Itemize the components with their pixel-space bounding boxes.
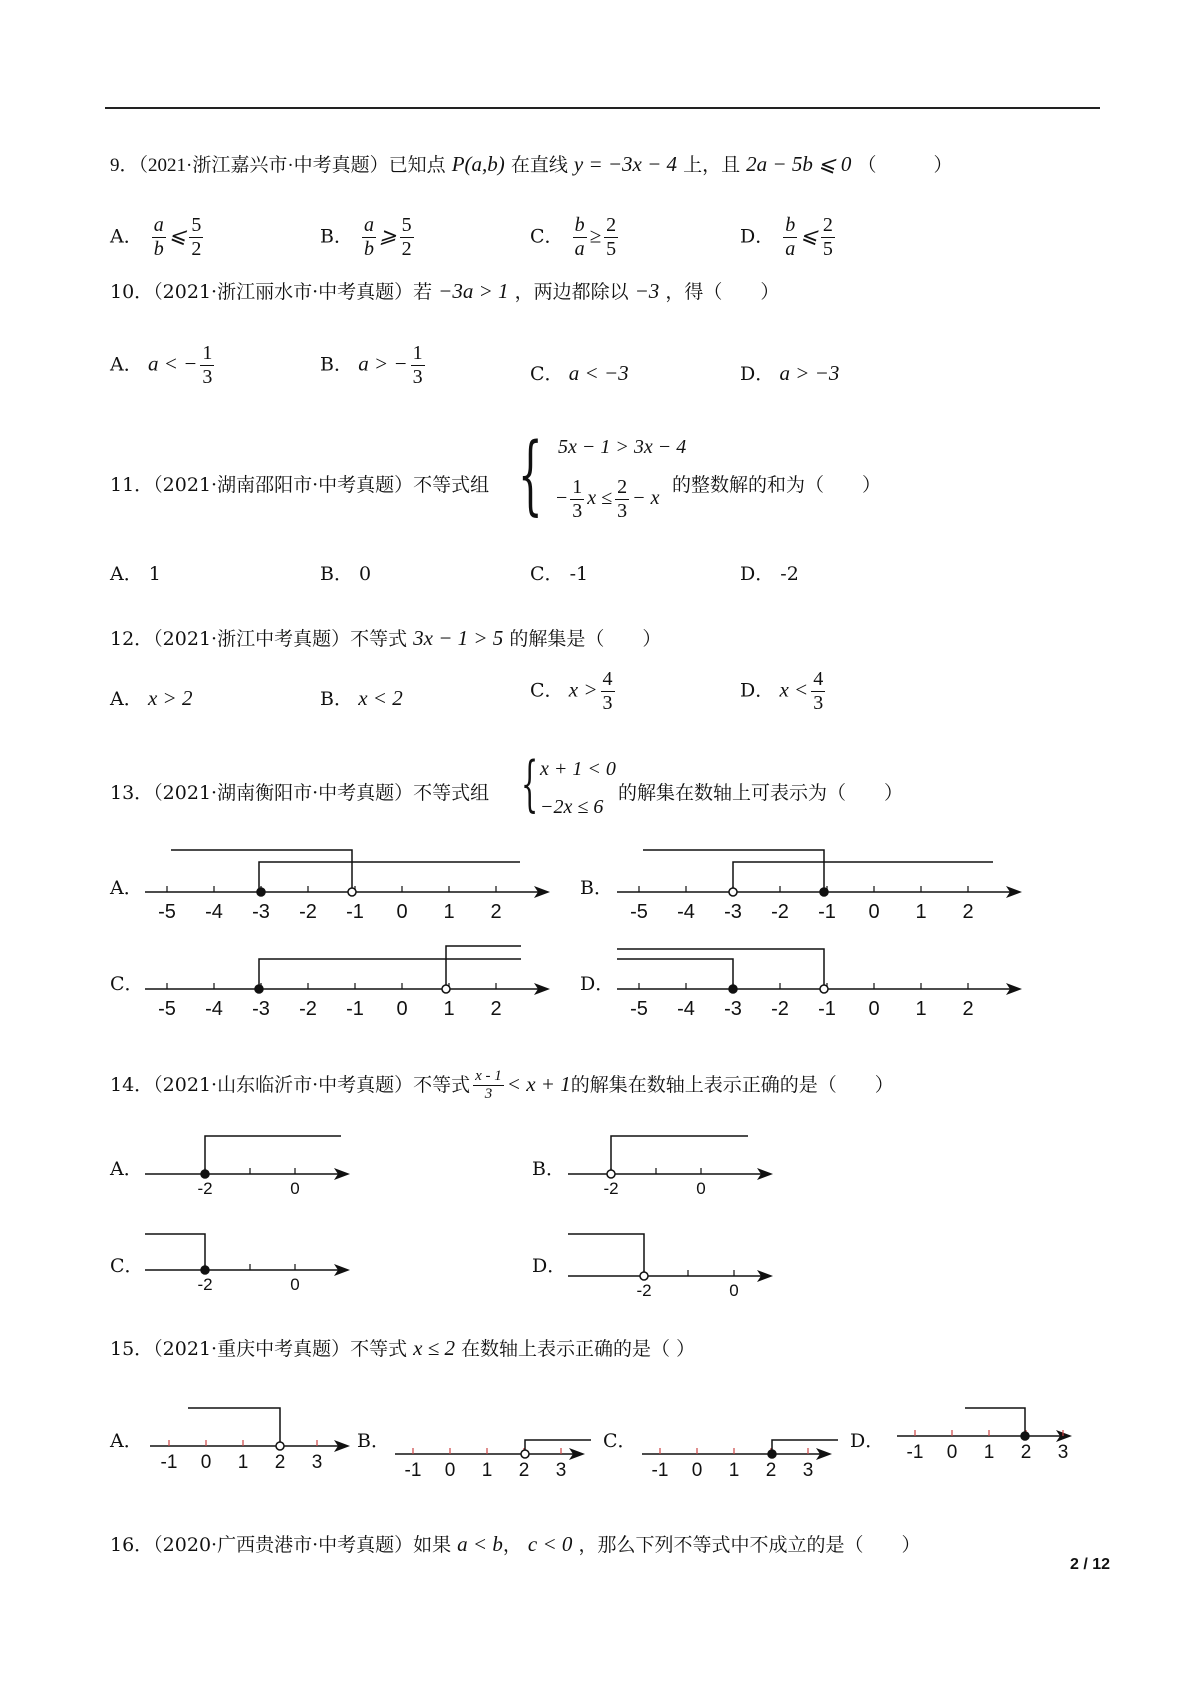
tick-label: -2 [299,998,317,1020]
tick-label: -1 [651,1460,669,1481]
option-d-label: D． [532,1255,567,1277]
tick-label: -2 [771,998,789,1020]
tick-label: -3 [252,901,270,923]
option-b: B． a > − $\frac{1}{3}$ [320,342,423,388]
tick-label: -2 [603,1179,619,1198]
option-d: D． $\frac{b}{a}$ ⩽ $\frac{2}{5}$ [740,214,833,260]
tick-label: -3 [724,901,742,923]
math-line: y = −3x − 4 [573,152,678,176]
tick-label: -5 [158,998,176,1020]
tick-label: 0 [396,901,408,923]
option-d-label: D． [850,1430,885,1452]
tick-label: -1 [818,901,836,923]
closed-dot [729,985,737,993]
tick-label: 0 [729,1281,739,1300]
option-d: D． a > −3 [740,361,840,385]
open-dot [521,1450,529,1458]
solution-ray [611,1136,748,1174]
option-b-label: B． [532,1158,565,1180]
solution-ray [617,949,824,989]
number-line-a [145,1132,355,1202]
option-c-label: C． [110,1255,144,1277]
tick-label: 2 [274,1452,286,1473]
open-dot [276,1442,284,1450]
tick-label: 1 [983,1442,995,1463]
tick-label: -2 [299,901,317,923]
solution-ray [568,1234,644,1276]
tick-label: 1 [481,1460,493,1481]
number-line-d [568,1230,778,1300]
open-dot [640,1272,648,1280]
option-a: A． 1 [110,563,161,585]
closed-dot [257,888,265,896]
number-line-b [617,846,997,936]
number-line-a [150,1404,370,1474]
option-a-label: A． [110,1158,143,1180]
tick-label: -5 [630,998,648,1020]
option-a: A． x > 2 [110,686,193,710]
solution-ray [145,1234,205,1270]
tick-label: -4 [677,998,695,1020]
open-dot [820,985,828,993]
tick-label: -1 [346,998,364,1020]
tick-label: 1 [728,1460,740,1481]
tick-label: 2 [490,998,502,1020]
option-a-label: A． [110,1430,143,1452]
number-line-a [145,846,525,936]
option-c: C． x > $\frac{4}{3}$ [530,668,613,714]
tick-label: -5 [158,901,176,923]
open-dot [442,985,450,993]
question-14: 14．（2021·山东临沂市·中考真题）不等式 $\frac{x - 1}{3}$ < x + 1的解集在数轴上表示正确的是（ ） [110,1068,894,1103]
tick-label: -4 [205,901,223,923]
tick-label: 3 [311,1452,323,1473]
option-d-label: D． [580,973,615,995]
tick-label: 1 [443,998,455,1020]
math-cond: 2a − 5b ⩽ 0 [746,152,852,176]
tick-label: -1 [346,901,364,923]
tick-label: -1 [906,1442,924,1463]
question-11: 11．（2021·湖南邵阳市·中考真题）不等式组 [110,474,490,496]
tick-label: 2 [962,901,974,923]
tick-label: 1 [443,901,455,923]
solution-ray [205,1136,341,1174]
tick-label: -3 [252,998,270,1020]
tick-label: 2 [490,901,502,923]
tick-label: 1 [915,998,927,1020]
question-stem: 9．（2021·浙江嘉兴市·中考真题）已知点 [110,155,446,176]
tick-label: -1 [404,1460,422,1481]
number-line-c [642,1410,862,1480]
tick-label: 2 [518,1460,530,1481]
tick-label: 0 [290,1275,300,1294]
tick-label: -4 [677,901,695,923]
option-a-label: A． [110,877,143,899]
tick-label: 0 [691,1460,703,1481]
option-a: A． $\frac{a}{b}$ ⩽ $\frac{5}{2}$ [110,214,202,260]
option-d: D． -2 [740,563,799,585]
tick-label: -2 [197,1275,213,1294]
option-d: D． x < $\frac{4}{3}$ [740,668,824,714]
tick-label: -5 [630,901,648,923]
number-line-d [617,942,997,1032]
closed-dot [255,985,263,993]
number-line-b [395,1410,615,1480]
option-c-label: C． [603,1430,637,1452]
question-10: 10．（2021·浙江丽水市·中考真题）若 −3a > 1 ，两边都除以 −3 ，得（ ） [110,279,780,303]
option-b: B． $\frac{a}{b}$ ⩾ $\frac{5}{2}$ [320,214,412,260]
question-15: 15．（2021·重庆中考真题）不等式 x ≤ 2 在数轴上表示正确的是（ ） [110,1336,696,1360]
tick-label: 0 [200,1452,212,1473]
tick-label: 3 [1057,1442,1069,1463]
solution-ray [772,1440,838,1454]
system-line-1: 5x − 1 > 3x − 4 [558,436,687,458]
closed-dot [768,1450,776,1458]
system-line-2: − $\frac{1}{3}$ x ≤ $\frac{2}{3}$ − x [556,476,660,522]
tick-label: 0 [290,1179,300,1198]
number-line-d [897,1404,1117,1474]
tick-label: -1 [818,998,836,1020]
open-dot [607,1170,615,1178]
number-line-c [145,1230,355,1300]
option-c: C． a < −3 [530,361,629,385]
tick-label: 0 [396,998,408,1020]
open-dot [729,888,737,896]
question-13: 13．（2021·湖南衡阳市·中考真题）不等式组 [110,782,490,804]
system-brace: { [518,425,543,525]
tick-label: -2 [636,1281,652,1300]
question-12: 12．（2021·浙江中考真题）不等式 3x − 1 > 5 的解集是（ ） [110,626,662,650]
page-number: 2 / 12 [1069,1556,1110,1573]
tick-label: 1 [915,901,927,923]
option-b: B． x < 2 [320,686,403,710]
tick-label: -2 [771,901,789,923]
tick-label: 3 [555,1460,567,1481]
closed-dot [201,1266,209,1274]
closed-dot [820,888,828,896]
tick-label: -1 [160,1452,178,1473]
solution-ray [617,959,733,989]
tick-label: 2 [765,1460,777,1481]
solution-ray [733,862,993,892]
tick-label: 2 [962,998,974,1020]
system-brace: { [521,749,539,819]
option-b-label: B． [580,877,613,899]
tick-label: 0 [696,1179,706,1198]
tick-label: 1 [237,1452,249,1473]
closed-dot [201,1170,209,1178]
tick-label: 0 [868,901,880,923]
solution-ray [525,1440,591,1454]
tick-label: -3 [724,998,742,1020]
tick-label: 3 [802,1460,814,1481]
option-b: B． 0 [320,563,372,585]
tick-label: 2 [1020,1442,1032,1463]
number-line-c [145,942,525,1032]
solution-ray [446,946,521,989]
tick-label: 0 [868,998,880,1020]
option-b-label: B． [357,1430,390,1452]
number-line-b [568,1132,778,1202]
option-a: A． a < − $\frac{1}{3}$ [110,342,213,388]
closed-dot [1021,1432,1029,1440]
option-c-label: C． [110,973,144,995]
solution-ray [259,862,520,892]
tick-label: -4 [205,998,223,1020]
question-9: 9．（2021·浙江嘉兴市·中考真题）已知点 P(a,b) 在直线 y = −3x − 4 上，且 2a − 5b ⩽ 0 （ ） [110,152,953,176]
solution-ray [259,959,521,989]
open-dot [348,888,356,896]
option-c: C． -1 [530,563,589,585]
solution-ray [188,1408,280,1446]
tick-label: 0 [946,1442,958,1463]
header-rule [105,107,1100,109]
tick-label: 0 [444,1460,456,1481]
tick-label: -2 [197,1179,213,1198]
question-16: 16．（2020·广西贵港市·中考真题）如果 a < b， c < 0 ，那么下列不等式中不成立的是（ ） [110,1532,921,1556]
solution-ray [965,1408,1025,1436]
solution-ray [171,850,352,892]
math-point: P(a,b) [451,152,505,176]
option-c: C． $\frac{b}{a}$ ≥ $\frac{2}{5}$ [530,214,617,260]
